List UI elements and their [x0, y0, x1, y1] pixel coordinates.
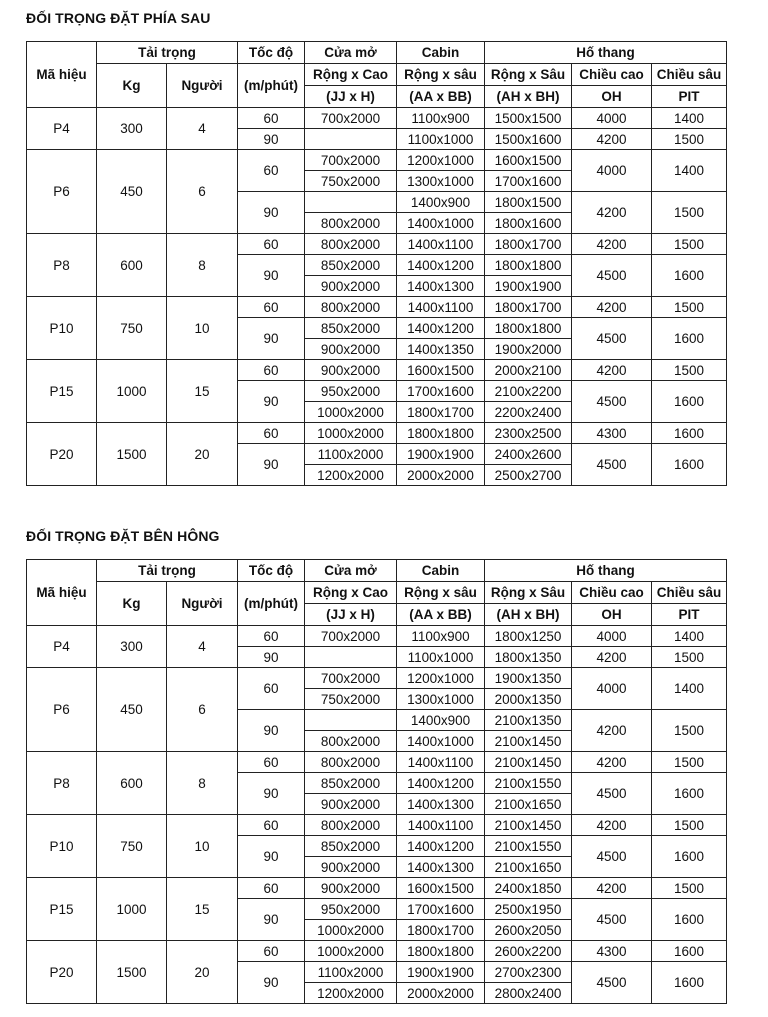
section-title-side-counterweight: ĐỐI TRỌNG ĐẶT BÊN HÔNG [26, 528, 220, 544]
header-cua-mo-code: (JJ x H) [305, 86, 397, 108]
header-shaft-dim: Rộng x Sâu [485, 64, 572, 86]
load-kg: 1500 [97, 423, 167, 486]
shaft-size: 2400x1850 [485, 878, 572, 899]
header-pit: Chiều sâu [652, 582, 727, 604]
table-row [27, 423, 727, 444]
header-nguoi: Người [167, 64, 238, 108]
pit-depth: 1600 [652, 381, 727, 423]
header-cabin-dim: Rộng x sâu [397, 582, 485, 604]
cabin-size: 1700x1600 [397, 899, 485, 920]
door-size [305, 192, 397, 213]
load-kg: 450 [97, 668, 167, 752]
model-code: P20 [27, 941, 97, 1004]
pit-depth: 1400 [652, 150, 727, 192]
door-size: 900x2000 [305, 360, 397, 381]
persons: 8 [167, 234, 238, 297]
table-body [27, 626, 727, 1004]
cabin-size: 2000x2000 [397, 465, 485, 486]
shaft-size: 1800x1800 [485, 318, 572, 339]
load-kg: 1000 [97, 360, 167, 423]
pit-depth: 1500 [652, 297, 727, 318]
speed: 90 [238, 129, 305, 150]
model-code: P4 [27, 108, 97, 150]
table-row [27, 626, 727, 647]
door-size: 1000x2000 [305, 402, 397, 423]
shaft-size: 2100x1650 [485, 857, 572, 878]
cabin-size: 1300x1000 [397, 689, 485, 710]
pit-depth: 1500 [652, 129, 727, 150]
door-size: 850x2000 [305, 773, 397, 794]
cabin-size: 1900x1900 [397, 444, 485, 465]
cabin-size: 1100x1000 [397, 129, 485, 150]
table-row [27, 668, 727, 689]
door-size: 800x2000 [305, 213, 397, 234]
shaft-size: 2100x1450 [485, 731, 572, 752]
persons: 4 [167, 626, 238, 668]
header-shaft-code: (AH x BH) [485, 604, 572, 626]
model-code: P15 [27, 360, 97, 423]
shaft-size: 2100x1550 [485, 836, 572, 857]
door-size: 750x2000 [305, 171, 397, 192]
cabin-size: 1100x1000 [397, 647, 485, 668]
shaft-size: 1800x1250 [485, 626, 572, 647]
persons: 6 [167, 668, 238, 752]
pit-depth: 1600 [652, 836, 727, 878]
door-size: 900x2000 [305, 878, 397, 899]
overhead-height: 4200 [572, 815, 652, 836]
header-ho-thang: Hố thang [485, 42, 727, 64]
speed: 60 [238, 423, 305, 444]
pit-depth: 1500 [652, 360, 727, 381]
table-row [27, 108, 727, 129]
shaft-size: 2100x1450 [485, 815, 572, 836]
persons: 4 [167, 108, 238, 150]
shaft-size: 2400x2600 [485, 444, 572, 465]
shaft-size: 1500x1600 [485, 129, 572, 150]
model-code: P8 [27, 752, 97, 815]
cabin-size: 1800x1700 [397, 402, 485, 423]
pit-depth: 1500 [652, 192, 727, 234]
header-cabin-code: (AA x BB) [397, 604, 485, 626]
header-pit-code: PIT [652, 604, 727, 626]
table-row [27, 815, 727, 836]
shaft-size: 1600x1500 [485, 150, 572, 171]
speed: 60 [238, 108, 305, 129]
pit-depth: 1600 [652, 318, 727, 360]
cabin-size: 1400x1100 [397, 297, 485, 318]
model-code: P4 [27, 626, 97, 668]
speed: 90 [238, 444, 305, 486]
speed: 60 [238, 234, 305, 255]
speed: 90 [238, 255, 305, 297]
speed: 90 [238, 899, 305, 941]
overhead-height: 4500 [572, 255, 652, 297]
shaft-size: 2600x2200 [485, 941, 572, 962]
cabin-size: 1400x1100 [397, 752, 485, 773]
pit-depth: 1500 [652, 234, 727, 255]
load-kg: 1000 [97, 878, 167, 941]
shaft-size: 2000x2100 [485, 360, 572, 381]
speed: 60 [238, 815, 305, 836]
header-toc-do-unit: (m/phút) [238, 64, 305, 108]
cabin-size: 1400x1200 [397, 318, 485, 339]
door-size: 900x2000 [305, 276, 397, 297]
door-size: 700x2000 [305, 150, 397, 171]
door-size: 1200x2000 [305, 983, 397, 1004]
load-kg: 300 [97, 626, 167, 668]
cabin-size: 1400x1100 [397, 234, 485, 255]
header-toc-do-unit: (m/phút) [238, 582, 305, 626]
door-size: 750x2000 [305, 689, 397, 710]
pit-depth: 1600 [652, 941, 727, 962]
pit-depth: 1400 [652, 108, 727, 129]
header-pit-code: PIT [652, 86, 727, 108]
overhead-height: 4300 [572, 941, 652, 962]
cabin-size: 1600x1500 [397, 878, 485, 899]
door-size: 1100x2000 [305, 962, 397, 983]
shaft-size: 2000x1350 [485, 689, 572, 710]
header-kg: Kg [97, 64, 167, 108]
speed: 90 [238, 318, 305, 360]
load-kg: 600 [97, 752, 167, 815]
shaft-size: 1800x1600 [485, 213, 572, 234]
door-size [305, 129, 397, 150]
overhead-height: 4000 [572, 626, 652, 647]
table-body [27, 108, 727, 486]
load-kg: 750 [97, 297, 167, 360]
pit-depth: 1400 [652, 626, 727, 647]
speed: 60 [238, 752, 305, 773]
cabin-size: 1800x1800 [397, 941, 485, 962]
door-size: 800x2000 [305, 234, 397, 255]
cabin-size: 1400x1300 [397, 857, 485, 878]
shaft-size: 2200x2400 [485, 402, 572, 423]
header-shaft-dim: Rộng x Sâu [485, 582, 572, 604]
header-cabin: Cabin [397, 560, 485, 582]
shaft-size: 2100x1550 [485, 773, 572, 794]
cabin-size: 1100x900 [397, 626, 485, 647]
overhead-height: 4500 [572, 318, 652, 360]
overhead-height: 4200 [572, 752, 652, 773]
speed: 90 [238, 381, 305, 423]
persons: 10 [167, 815, 238, 878]
cabin-size: 1400x1000 [397, 213, 485, 234]
cabin-size: 1100x900 [397, 108, 485, 129]
header-cua-mo: Cửa mở [305, 560, 397, 582]
shaft-size: 2100x2200 [485, 381, 572, 402]
model-code: P10 [27, 297, 97, 360]
pit-depth: 1500 [652, 647, 727, 668]
door-size [305, 710, 397, 731]
shaft-size: 1500x1500 [485, 108, 572, 129]
table-row [27, 234, 727, 255]
cabin-size: 1200x1000 [397, 668, 485, 689]
persons: 10 [167, 297, 238, 360]
door-size: 700x2000 [305, 668, 397, 689]
pit-depth: 1500 [652, 710, 727, 752]
speed: 90 [238, 710, 305, 752]
header-cua-mo: Cửa mở [305, 42, 397, 64]
header-tai-trong: Tải trọng [97, 42, 238, 64]
header-pit: Chiều sâu [652, 64, 727, 86]
pit-depth: 1600 [652, 899, 727, 941]
cabin-size: 1200x1000 [397, 150, 485, 171]
header-kg: Kg [97, 582, 167, 626]
speed: 90 [238, 773, 305, 815]
persons: 6 [167, 150, 238, 234]
door-size: 850x2000 [305, 836, 397, 857]
shaft-size: 2600x2050 [485, 920, 572, 941]
cabin-size: 1400x900 [397, 710, 485, 731]
speed: 60 [238, 941, 305, 962]
overhead-height: 4200 [572, 710, 652, 752]
pit-depth: 1500 [652, 815, 727, 836]
pit-depth: 1500 [652, 752, 727, 773]
cabin-size: 1700x1600 [397, 381, 485, 402]
pit-depth: 1600 [652, 773, 727, 815]
model-code: P15 [27, 878, 97, 941]
pit-depth: 1400 [652, 668, 727, 710]
model-code: P20 [27, 423, 97, 486]
cabin-size: 1600x1500 [397, 360, 485, 381]
door-size: 700x2000 [305, 626, 397, 647]
header-cua-mo-dim: Rộng x Cao [305, 64, 397, 86]
speed: 60 [238, 878, 305, 899]
overhead-height: 4200 [572, 234, 652, 255]
persons: 15 [167, 360, 238, 423]
overhead-height: 4500 [572, 962, 652, 1004]
door-size: 1100x2000 [305, 444, 397, 465]
model-code: P6 [27, 668, 97, 752]
cabin-size: 1800x1700 [397, 920, 485, 941]
overhead-height: 4000 [572, 668, 652, 710]
model-code: P10 [27, 815, 97, 878]
shaft-size: 2800x2400 [485, 983, 572, 1004]
door-size: 1200x2000 [305, 465, 397, 486]
door-size [305, 647, 397, 668]
speed: 90 [238, 647, 305, 668]
load-kg: 1500 [97, 941, 167, 1004]
section-title-rear-counterweight: ĐỐI TRỌNG ĐẶT PHÍA SAU [26, 10, 211, 26]
shaft-size: 1900x1350 [485, 668, 572, 689]
cabin-size: 1300x1000 [397, 171, 485, 192]
shaft-size: 1900x2000 [485, 339, 572, 360]
cabin-size: 1400x1350 [397, 339, 485, 360]
shaft-size: 2100x1450 [485, 752, 572, 773]
table-row [27, 941, 727, 962]
pit-depth: 1500 [652, 878, 727, 899]
speed: 90 [238, 962, 305, 1004]
pit-depth: 1600 [652, 423, 727, 444]
shaft-size: 2500x1950 [485, 899, 572, 920]
shaft-size: 2700x2300 [485, 962, 572, 983]
pit-depth: 1600 [652, 962, 727, 1004]
persons: 15 [167, 878, 238, 941]
door-size: 900x2000 [305, 339, 397, 360]
header-oh: Chiều cao [572, 64, 652, 86]
shaft-size: 1800x1350 [485, 647, 572, 668]
shaft-size: 2100x1350 [485, 710, 572, 731]
speed: 60 [238, 626, 305, 647]
speed: 60 [238, 668, 305, 710]
door-size: 900x2000 [305, 794, 397, 815]
speed: 60 [238, 150, 305, 192]
door-size: 800x2000 [305, 815, 397, 836]
cabin-size: 1400x1200 [397, 836, 485, 857]
overhead-height: 4500 [572, 444, 652, 486]
shaft-size: 1900x1900 [485, 276, 572, 297]
table-row [27, 360, 727, 381]
header-cua-mo-code: (JJ x H) [305, 604, 397, 626]
load-kg: 300 [97, 108, 167, 150]
shaft-size: 1700x1600 [485, 171, 572, 192]
cabin-size: 1400x1000 [397, 731, 485, 752]
door-size: 800x2000 [305, 752, 397, 773]
overhead-height: 4200 [572, 878, 652, 899]
load-kg: 600 [97, 234, 167, 297]
table-row [27, 297, 727, 318]
speed: 90 [238, 192, 305, 234]
header-shaft-code: (AH x BH) [485, 86, 572, 108]
door-size: 850x2000 [305, 318, 397, 339]
load-kg: 750 [97, 815, 167, 878]
overhead-height: 4500 [572, 381, 652, 423]
header-ma-hieu: Mã hiệu [27, 560, 97, 626]
shaft-size: 1800x1500 [485, 192, 572, 213]
shaft-size: 1800x1700 [485, 234, 572, 255]
header-oh-code: OH [572, 86, 652, 108]
header-cua-mo-dim: Rộng x Cao [305, 582, 397, 604]
cabin-size: 1400x1300 [397, 794, 485, 815]
header-toc-do: Tốc độ [238, 42, 305, 64]
table-row [27, 150, 727, 171]
header-cabin-code: (AA x BB) [397, 86, 485, 108]
speed: 60 [238, 297, 305, 318]
overhead-height: 4000 [572, 108, 652, 129]
door-size: 950x2000 [305, 381, 397, 402]
overhead-height: 4500 [572, 836, 652, 878]
cabin-size: 1400x900 [397, 192, 485, 213]
cabin-size: 2000x2000 [397, 983, 485, 1004]
header-tai-trong: Tải trọng [97, 560, 238, 582]
overhead-height: 4200 [572, 647, 652, 668]
spec-table-rear-counterweight [26, 41, 727, 486]
load-kg: 450 [97, 150, 167, 234]
header-oh: Chiều cao [572, 582, 652, 604]
persons: 20 [167, 423, 238, 486]
model-code: P8 [27, 234, 97, 297]
header-ho-thang: Hố thang [485, 560, 727, 582]
overhead-height: 4200 [572, 360, 652, 381]
door-size: 900x2000 [305, 857, 397, 878]
shaft-size: 2300x2500 [485, 423, 572, 444]
table-row [27, 752, 727, 773]
door-size: 1000x2000 [305, 920, 397, 941]
cabin-size: 1400x1100 [397, 815, 485, 836]
cabin-size: 1400x1300 [397, 276, 485, 297]
door-size: 1000x2000 [305, 423, 397, 444]
overhead-height: 4500 [572, 773, 652, 815]
pit-depth: 1600 [652, 444, 727, 486]
door-size: 700x2000 [305, 108, 397, 129]
shaft-size: 1800x1700 [485, 297, 572, 318]
model-code: P6 [27, 150, 97, 234]
speed: 90 [238, 836, 305, 878]
header-ma-hieu: Mã hiệu [27, 42, 97, 108]
shaft-size: 2100x1650 [485, 794, 572, 815]
pit-depth: 1600 [652, 255, 727, 297]
spec-table-side-counterweight [26, 559, 727, 1004]
persons: 8 [167, 752, 238, 815]
overhead-height: 4500 [572, 899, 652, 941]
overhead-height: 4000 [572, 150, 652, 192]
header-nguoi: Người [167, 582, 238, 626]
persons: 20 [167, 941, 238, 1004]
door-size: 800x2000 [305, 731, 397, 752]
overhead-height: 4200 [572, 297, 652, 318]
door-size: 850x2000 [305, 255, 397, 276]
shaft-size: 1800x1800 [485, 255, 572, 276]
door-size: 1000x2000 [305, 941, 397, 962]
speed: 60 [238, 360, 305, 381]
header-oh-code: OH [572, 604, 652, 626]
door-size: 800x2000 [305, 297, 397, 318]
overhead-height: 4200 [572, 192, 652, 234]
table-row [27, 878, 727, 899]
header-cabin: Cabin [397, 42, 485, 64]
shaft-size: 2500x2700 [485, 465, 572, 486]
cabin-size: 1900x1900 [397, 962, 485, 983]
cabin-size: 1400x1200 [397, 255, 485, 276]
header-toc-do: Tốc độ [238, 560, 305, 582]
door-size: 950x2000 [305, 899, 397, 920]
header-cabin-dim: Rộng x sâu [397, 64, 485, 86]
overhead-height: 4300 [572, 423, 652, 444]
cabin-size: 1400x1200 [397, 773, 485, 794]
overhead-height: 4200 [572, 129, 652, 150]
cabin-size: 1800x1800 [397, 423, 485, 444]
